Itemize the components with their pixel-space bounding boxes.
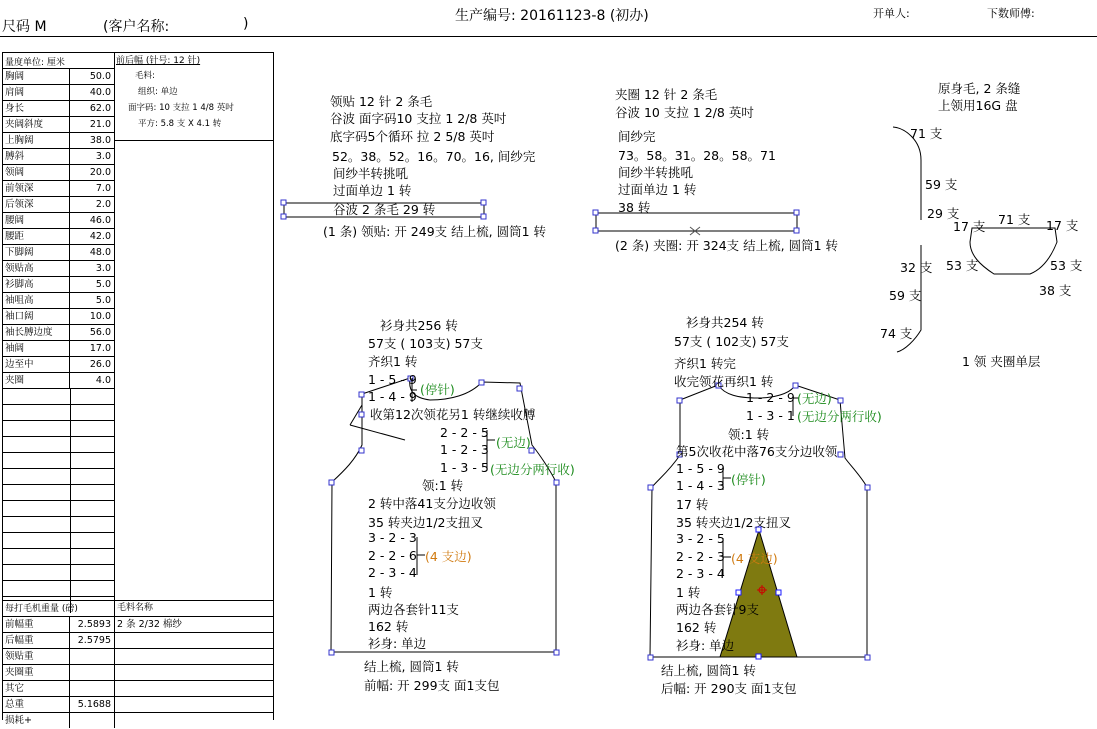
back-text: 两边各套针9支 [676,602,759,617]
measure-value: 2.0 [70,196,114,212]
back-text: 2 - 2 - 3 [676,549,725,564]
weight-value: 5.1688 [70,696,114,712]
armhole-line: 间纱半转挑吼 [618,165,694,180]
front-four: (4 支边) [425,549,472,564]
back-text: 第5次收花中落76支分边收领 [676,444,838,459]
back-text: 57支 ( 102支) 57支 [674,334,789,349]
collar-line: 谷波 面字码10 支拉 1 2/8 英吋 [330,111,507,126]
measure-value: 7.0 [70,180,114,196]
back-text: 3 - 2 - 5 [676,531,725,546]
weight-name: 前幅重 [2,616,70,632]
back-text: 领:1 转 [728,427,770,442]
back-noedge: (无边) [797,391,832,406]
collar-line: 间纱半转挑吼 [333,166,409,181]
client-close: ) [243,16,249,32]
stitch-label: 59 支 [889,288,922,303]
weight-name: 损耗+ [2,712,70,728]
measure-value: 21.0 [70,116,114,132]
measure-value: 46.0 [70,212,114,228]
back-text: 162 转 [676,620,717,635]
measure-name: 袖长膊边度 [2,324,70,340]
back-footer: 后幅: 开 290支 面1支包 [661,681,797,696]
stitch-label: 74 支 [880,326,913,341]
front-text: 1 转 [368,585,393,600]
armhole-line: 间纱完 [618,129,656,144]
weight-name: 其它 [2,680,70,696]
front-text: 1 - 2 - 3 [440,442,489,457]
back-text: 1 转 [676,585,701,600]
front-footer: 结上梳, 圆筒1 转 [364,659,459,674]
back-text: 1 - 5 - 9 [676,461,725,476]
stitch-label: 71 支 [910,126,943,141]
weight-name: 后幅重 [2,632,70,648]
measure-value: 4.0 [70,372,114,388]
back-text: 齐织1 转完 [674,356,736,371]
back-text: 收完领花再织1 转 [674,374,774,389]
stitch-label: 38 支 [1039,283,1072,298]
measure-name: 上胸阔 [2,132,70,148]
weight-name: 夹圈重 [2,664,70,680]
stitch-label: 17 支 [953,219,986,234]
weight-name: 总重 [2,696,70,712]
stitch-label: 59 支 [925,177,958,192]
measure-value: 40.0 [70,84,114,100]
front-text: 2 - 2 - 5 [440,425,489,440]
armhole-line: 38 转 [618,200,651,215]
measure-value: 48.0 [70,244,114,260]
measure-name: 边至中 [2,356,70,372]
armhole-line: 夹圈 12 针 2 条毛 [615,87,718,102]
armhole-footer: (2 条) 夹圈: 开 324支 结上梳, 圆筒1 转 [615,238,839,253]
note-caption: 1 领 夹圈单层 [962,354,1041,369]
front-text: 1 - 5 - 9 [368,372,417,387]
measure-value: 10.0 [70,308,114,324]
spec-line: 面字码: 10 支拉 1 4/8 英吋 [128,103,234,113]
measure-name: 袖口阔 [2,308,70,324]
measure-name: 膊斜 [2,148,70,164]
measure-name: 腰阔 [2,212,70,228]
front-text: 衫身共256 转 [380,318,458,333]
measure-value: 62.0 [70,100,114,116]
armhole-line: 73。58。31。28。58。71 [618,148,776,163]
front-text: 1 - 4 - 9 [368,389,417,404]
collar-line: 领贴 12 针 2 条毛 [330,94,433,109]
stitch-label: 17 支 [1046,218,1079,233]
back-text: 衫身共254 转 [686,315,764,330]
front-text: 衫身: 单边 [368,636,427,651]
measure-name: 下脚阔 [2,244,70,260]
measure-name: 胸阔 [2,68,70,84]
back-four: (4 支边) [731,551,778,566]
back-text: 1 - 4 - 3 [676,478,725,493]
front-text: 两边各套针11支 [368,602,459,617]
front-text: 57支 ( 103支) 57支 [368,336,483,351]
back-text: 1 - 3 - 1 [746,408,795,423]
measure-value: 5.0 [70,292,114,308]
measure-value: 56.0 [70,324,114,340]
measure-name: 夹圈 [2,372,70,388]
armhole-line: 谷波 10 支拉 1 2/8 英吋 [615,105,754,120]
measure-name: 腰距 [2,228,70,244]
client-label: (客户名称: [103,19,170,35]
back-footer: 结上梳, 圆筒1 转 [661,663,756,678]
collar-footer: (1 条) 领贴: 开 249支 结上梳, 圆筒1 转 [323,224,547,239]
front-text: 3 - 2 - 3 [368,530,417,545]
back-text: 1 - 2 - 9 [746,390,795,405]
note-line: 原身毛, 2 条缝 [938,81,1021,96]
spec-line: 毛料: [135,71,155,81]
measure-name: 肩阔 [2,84,70,100]
measure-name: 前领深 [2,180,70,196]
measure-value: 17.0 [70,340,114,356]
spec-line: 平方: 5.8 支 X 4.1 转 [138,119,222,129]
spec-title: 前后幅 (针号: 12 针) [116,56,201,66]
note-line: 上领用16G 盘 [938,98,1018,113]
collar-line: 底字码5个循环 拉 2 5/8 英吋 [330,129,495,144]
measure-name: 袖咀高 [2,292,70,308]
front-text: 1 - 3 - 5 [440,460,489,475]
weight-header: 每打毛机重量 (磅) [2,600,274,616]
measure-value: 50.0 [70,68,114,84]
front-text: 162 转 [368,619,409,634]
back-noedge2: (无边分两行收) [797,409,882,424]
measure-name: 夹阔斜度 [2,116,70,132]
front-text: 领:1 转 [422,478,464,493]
stitch-label: 71 支 [998,212,1031,227]
measure-value: 38.0 [70,132,114,148]
measure-name: 身长 [2,100,70,116]
measure-name: 后领深 [2,196,70,212]
measure-value: 5.0 [70,276,114,292]
collar-line: 谷波 2 条毛 29 转 [333,202,436,217]
stitch-label: 53 支 [1050,258,1083,273]
stitch-label: 29 支 [927,206,960,221]
issuer-label: 开单人: [873,7,910,20]
front-stop: (停针) [420,382,455,397]
weight-value: 2.5893 [70,616,114,632]
measure-value: 20.0 [70,164,114,180]
measure-name: 领贴高 [2,260,70,276]
armhole-line: 过面单边 1 转 [618,182,697,197]
front-text: 收第12次领花另1 转继续收膊 [370,407,536,422]
yarn-name: 2 条 2/32 棉纱 [114,616,274,632]
back-stop: (停针) [731,472,766,487]
back-text: 17 转 [676,497,709,512]
measure-value: 26.0 [70,356,114,372]
yarn-header: 毛料名称 [114,600,274,616]
front-noedge: (无边) [496,435,531,450]
front-text: 35 转夹边1/2支扭叉 [368,515,483,530]
front-noedge2: (无边分两行收) [490,462,575,477]
front-text: 齐织1 转 [368,354,418,369]
measure-value: 3.0 [70,260,114,276]
production-number: 生产编号: 20161123-8 (初办) [455,8,649,24]
size-label: 尺码 M [2,19,47,35]
weight-name: 领贴重 [2,648,70,664]
measure-name: 领阔 [2,164,70,180]
tech-label: 下数师傅: [987,7,1035,20]
measure-name: 衫脚高 [2,276,70,292]
measure-value: 3.0 [70,148,114,164]
back-text: 衫身: 单边 [676,638,735,653]
front-text: 2 - 3 - 4 [368,565,417,580]
stitch-label: 32 支 [900,260,933,275]
measure-value: 42.0 [70,228,114,244]
front-text: 2 - 2 - 6 [368,548,417,563]
collar-line: 过面单边 1 转 [333,183,412,198]
stitch-label: 53 支 [946,258,979,273]
spec-line: 组织: 单边 [138,87,178,97]
back-text: 35 转夹边1/2支扭叉 [676,515,791,530]
back-text: 2 - 3 - 4 [676,566,725,581]
collar-line: 52。38。52。16。70。16, 间纱完 [332,149,536,164]
front-text: 2 转中落41支分边收领 [368,496,496,511]
measure-name: 袖阔 [2,340,70,356]
unit-label: 量度单位: 厘米 [5,58,65,68]
weight-value: 2.5795 [70,632,114,648]
front-footer: 前幅: 开 299支 面1支包 [364,678,500,693]
